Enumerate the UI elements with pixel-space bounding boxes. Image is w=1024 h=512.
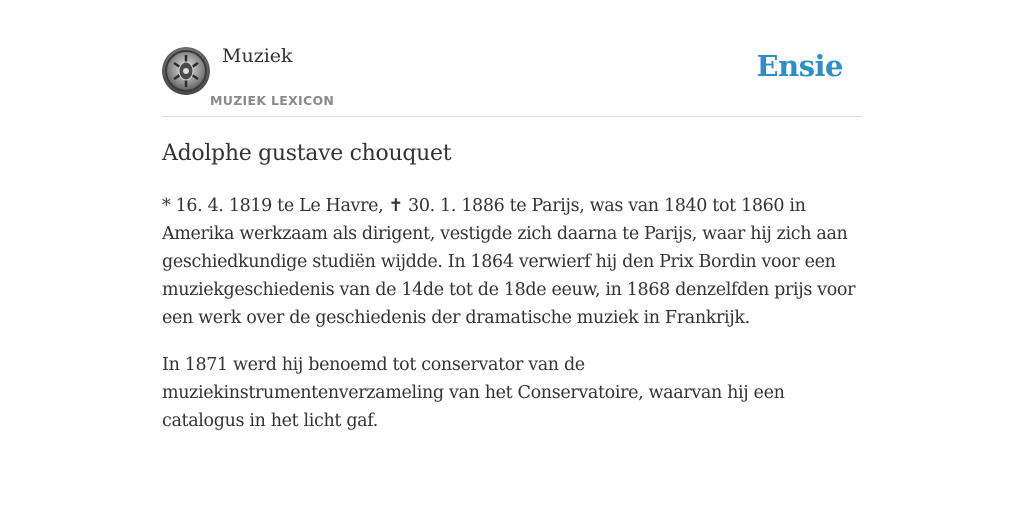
site-name[interactable]: Muziek xyxy=(222,45,293,67)
site-subtitle: MUZIEK LEXICON xyxy=(210,93,335,108)
article-paragraph: In 1871 werd hij benoemd tot conservator van de muziekinstrumentenverzameling van het Conservatoire, waarvan hij een catalogus in het licht gaf. xyxy=(162,355,785,431)
site-header xyxy=(162,0,862,117)
brand-logo-link[interactable]: Ensie xyxy=(756,49,843,83)
article-title: Adolphe gustave chouquet xyxy=(162,141,452,166)
music-emblem-icon[interactable] xyxy=(162,47,210,95)
article xyxy=(162,138,862,435)
article-paragraph: * 16. 4. 1819 te Le Havre, ✝ 30. 1. 1886 te Parijs, was van 1840 tot 1860 in Amerika werkzaam als dirigent, vestigde zich daarna te Parijs, waar hij zich aan geschiedkundige studiën wijdde. In 1864 verwierf hij den Prix Bordin voor een muziekgeschiedenis van de 14de tot de 18de eeuw, in 1868 denzelfden prijs voor een werk over de geschiedenis der dramatische muziek in Frankrijk. xyxy=(162,196,856,328)
